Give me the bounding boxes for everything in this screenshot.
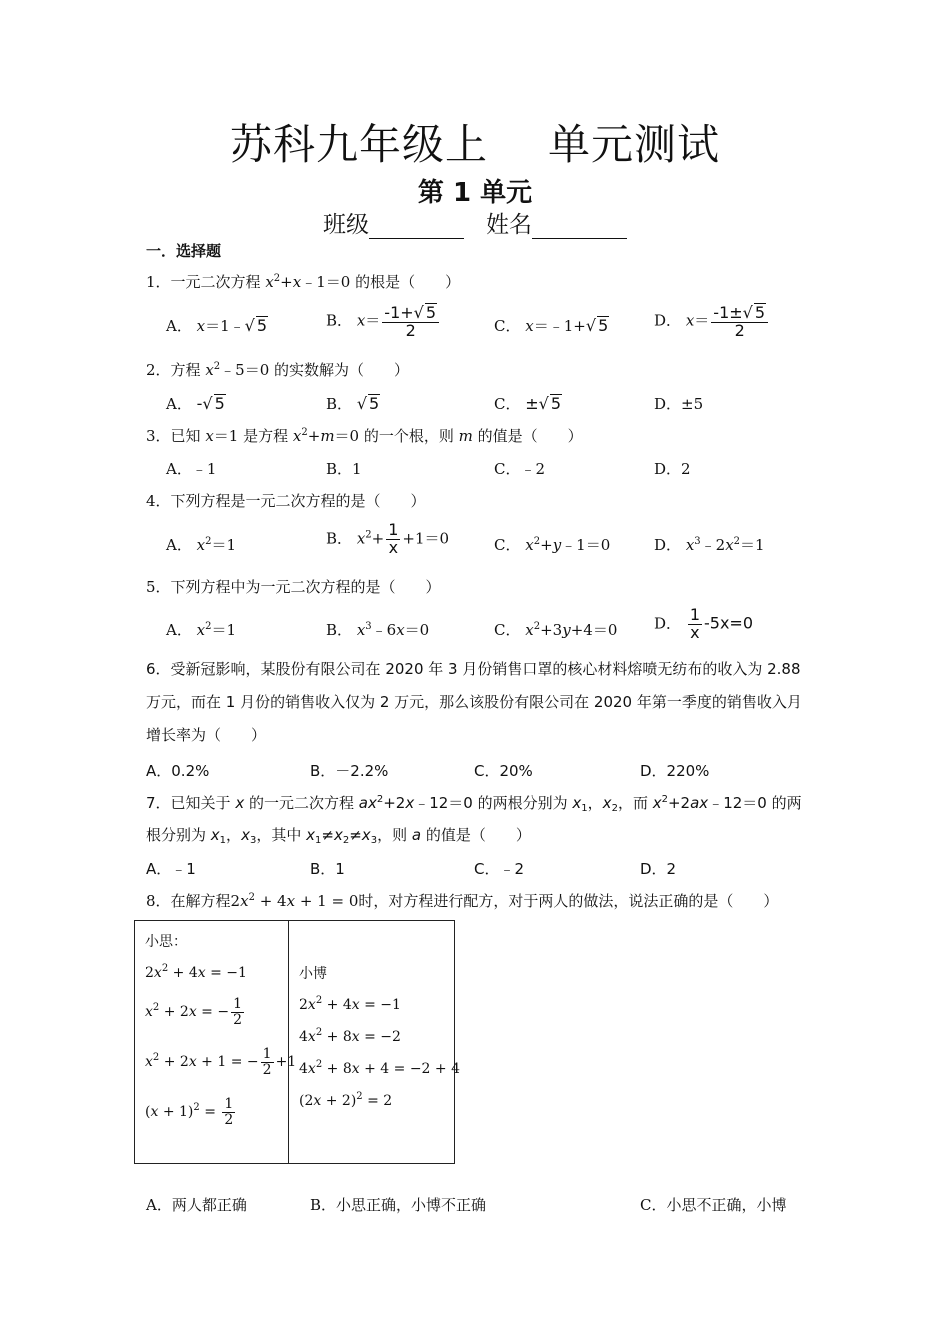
xiaosi-step-2: $x^2 + 2x$ = − $\frac{1}{2}$ xyxy=(145,996,243,1028)
q6-option-b[interactable]: B．－2.2% xyxy=(310,762,389,780)
question-4: 4．下列方程是一元二次方程的是（ ） xyxy=(146,492,426,510)
q1-option-c[interactable]: C． x＝﹣1+√ 5 xyxy=(494,316,609,335)
q7-option-b[interactable]: B．1 xyxy=(310,860,345,878)
q3-option-b[interactable]: B．1 xyxy=(326,460,362,478)
class-label: 班级 xyxy=(323,212,369,238)
question-3: 3．已知 x＝1 是方程 $x^2+m=0$ 的一个根，则 m 的值是（ ） xyxy=(146,427,583,445)
q7-option-d[interactable]: D．2 xyxy=(640,860,677,878)
title-right: 单元测试 xyxy=(548,120,721,169)
xiaosi-label: 小思： xyxy=(145,934,187,950)
section-heading: 一．选择题 xyxy=(146,242,222,260)
q5-option-c[interactable]: C． $x^2+3y+4=0$ xyxy=(494,621,618,639)
question-8: 8．在解方程$2x^2 + 4x + 1 = 0$时，对方程进行配方，对于两人的做法，说法正确的是（ ） xyxy=(146,892,779,910)
q4-option-c[interactable]: C． $x^2+y﹣1=0$ xyxy=(494,536,611,554)
q2-option-d[interactable]: D．±5 xyxy=(654,395,704,413)
xiaobo-cell xyxy=(289,921,461,1164)
q1-option-d[interactable]: D． x＝ $\frac{-1\pm√ 5}{2}$ xyxy=(654,303,770,340)
q4-option-d[interactable]: D． $x^3﹣2x^2=1$ xyxy=(654,536,765,554)
title-left: 苏科九年级上 xyxy=(229,120,488,169)
q5-option-b[interactable]: B． $x^3﹣6x=0$ xyxy=(326,621,430,639)
q5-option-d[interactable]: D． $\frac{1}{x}$ -5x=0 xyxy=(654,605,754,642)
unit-subtitle: 第 1 单元 xyxy=(417,178,533,208)
q7-option-a[interactable]: A．﹣1 xyxy=(146,860,196,878)
q3-option-a[interactable]: A．﹣1 xyxy=(166,460,217,478)
xiaobo-step-2: $4x^2 + 8x = -2$ xyxy=(299,1027,401,1045)
q4-option-a[interactable]: A． $x^2=1$ xyxy=(166,536,237,554)
q8-option-c[interactable]: C．小思不正确，小博 xyxy=(640,1196,787,1214)
xiaosi-cell xyxy=(135,921,297,1164)
q8-option-b[interactable]: B．小思正确，小博不正确 xyxy=(310,1196,487,1214)
name-blank[interactable] xyxy=(532,216,627,239)
q2-option-a[interactable]: A． -√ 5 xyxy=(166,394,225,413)
q5-option-a[interactable]: A． $x^2=1$ xyxy=(166,621,237,639)
q1-option-a[interactable]: A． x＝1﹣√ 5 xyxy=(166,316,268,335)
question-7-line-1: 7．已知关于 x 的一元二次方程 $ax^2+2x﹣12=0$ 的两根分别为 $x_1$，$x_2$，而 $x^2+2ax﹣12=0$ 的两 xyxy=(146,794,802,814)
q1-option-b[interactable]: B． x＝ $\frac{-1+√ 5}{2}$ xyxy=(326,303,441,340)
q2-option-c[interactable]: C． ±√ 5 xyxy=(494,394,562,413)
q4-option-b[interactable]: B． $x^2+$ $\frac{1}{x}$ +1＝0 xyxy=(326,520,450,557)
xiaosi-step-3: $x^2 + 2x + 1$ = − $\frac{1}{2}$ +1 xyxy=(145,1046,297,1078)
xiaobo-step-1: $2x^2 + 4x = -1$ xyxy=(299,995,401,1013)
question-5: 5．下列方程中为一元二次方程的是（ ） xyxy=(146,578,441,596)
name-label: 姓名 xyxy=(486,212,532,238)
q6-option-d[interactable]: D．220% xyxy=(640,762,710,780)
xiaobo-label: 小博 xyxy=(299,966,327,982)
class-blank[interactable] xyxy=(369,216,464,239)
xiaosi-step-1: $2x^2 + 4x = -1$ xyxy=(145,963,247,981)
question-1: 1．一元二次方程 $x^2+x﹣1=0$ 的根是（ ） xyxy=(146,273,461,291)
class-name-line xyxy=(0,206,950,239)
q6-option-c[interactable]: C．20% xyxy=(474,762,533,780)
question-2: 2．方程 $x^2﹣5=0$ 的实数解为（ ） xyxy=(146,361,410,379)
q2-option-b[interactable]: B． √ 5 xyxy=(326,394,380,413)
q8-option-a[interactable]: A．两人都正确 xyxy=(146,1196,247,1214)
q3-option-c[interactable]: C．﹣2 xyxy=(494,460,546,478)
page-title xyxy=(0,112,950,172)
q6-option-a[interactable]: A．0.2% xyxy=(146,762,210,780)
q7-option-c[interactable]: C．﹣2 xyxy=(474,860,525,878)
question-7-line-2: 根分别为 $x_1$，$x_3$，其中 $x_1\ne x_2\ne x_3$，则 a 的值是（ ） xyxy=(146,826,531,846)
question-6: 6．受新冠影响，某股份有限公司在 2020 年 3 月份销售口罩的核心材料熔喷无纺布的收入为 2.88 万元，而在 1 月份的销售收入仅为 2 万元，那么该股份有限公司在 2020 年第一季度的销售收入月增长率为（ ） xyxy=(146,660,802,744)
xiaobo-step-3: $4x^2 + 8x + 4 = -2 + 4$ xyxy=(299,1059,461,1077)
xiaobo-step-4: $(2x + 2)^2 = 2$ xyxy=(299,1091,393,1109)
xiaosi-step-4: $(x + 1)^2$ = $\frac{1}{2}$ xyxy=(145,1096,234,1128)
q3-option-d[interactable]: D．2 xyxy=(654,460,691,478)
solution-table xyxy=(134,920,461,1164)
